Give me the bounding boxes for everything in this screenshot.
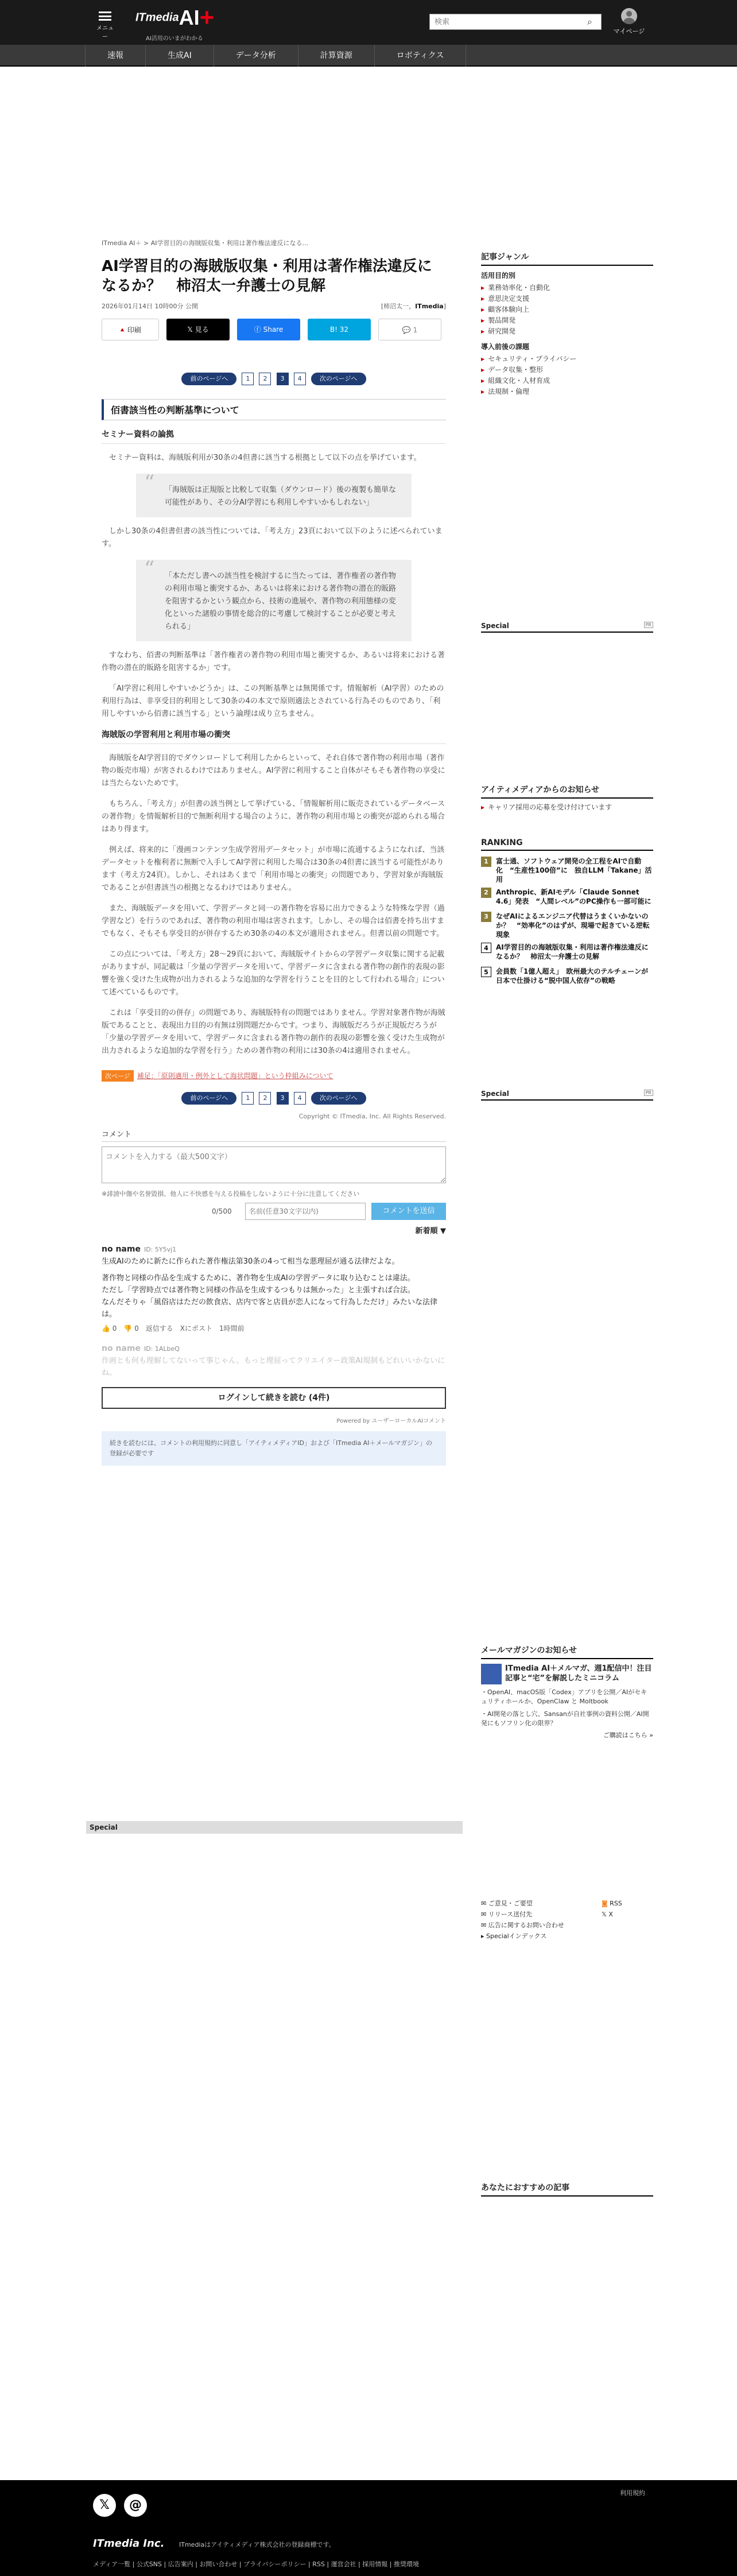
arrow-icon: ▸ <box>481 1932 487 1940</box>
feedback-link[interactable]: ✉ ご意見・ご要望 <box>481 1900 533 1907</box>
paragraph: また、海賊版データを用いて、学習データと同一の著作物を容易に出力できるような特殊な学習（過学習など）を行うのであれば、著作物の利用市場は害されます。しかし、その場合は佰書を持ち出すまでもなく、そもそも享受目的が併存するため30条の4の本文が適用されません。但書以前の問題です。 <box>102 904 445 938</box>
mailmag-item[interactable]: ・AI開発の落とし穴、Sansanが自社事例の資料公開／AI開発にもソフリン化の限界？ <box>481 1710 649 1727</box>
search-icon[interactable]: ⌕ <box>587 16 592 27</box>
genre-link[interactable]: ▶ データ収集・整形 <box>481 365 653 375</box>
comment-item: no name ID: 1ALbeQ 作画とも何も理解してないって事じゃん。もっと理屈ってクリエイター政策AI規制もどれいいかないにね。 <box>102 1344 445 1377</box>
paragraph: 「AI学習に利用しやすいかどうか」は、この判断基準とは無関係です。情報解析（AI学習）のための利用行為は、非享受目的利用として30条の4の本文で原則適法とされている行為そのものであり、「利用しやすいから佰書に該当する」という論理は成り立ちません。 <box>102 684 444 718</box>
next-page-button[interactable]: 次のページへ <box>311 373 366 385</box>
ranking-item[interactable]: 4 AI学習目的の海賊版収集・利用は著作権法違反になるか？ 柿沼太一弁護士の見解 <box>481 943 653 963</box>
next-page-link <box>102 1070 446 1082</box>
paragraph: この点については、「考え方」28〜29頁において、海賊版サイトからの学習データ収集に関する記載がありますが、同記載は「少量の学習データを用いて、学習データに含まれる著作物の創作的表現の影響を強く受けた生成物が出力されるような追加的な学習を行うことを目的として行われる場合」について述べているものです。 <box>102 950 445 997</box>
comment-author: no name <box>102 1344 141 1353</box>
genre-link[interactable]: ▶ 業務効率化・自動化 <box>481 282 653 293</box>
paragraph: すなわち、佰書の判断基準は「著作権者の著作物の利用市場と衝突するか、あるいは将来における著作物の潜在的販路を阻害するか」です。 <box>102 651 445 672</box>
powered-by: Powered by ユーザーローカルAIコメント <box>336 1418 446 1424</box>
menu-button[interactable] <box>96 11 114 40</box>
pdf-icon: ⯅ <box>119 326 127 334</box>
page-link-2[interactable]: 2 <box>259 1092 271 1105</box>
page-title: AI学習目的の海賊版収集・利用は著作権法違反になるか？ 柿沼太一弁護士の見解 <box>102 258 432 295</box>
x-sns-button[interactable] <box>93 2494 116 2517</box>
paragraph: 海賊版をAI学習目的でダウンロードして利用したからといって、それ自体で著作物の利用市場（著作物の販売市場）が害されるわけではありません。AI学習に利用すること自体がそもそも著作物の享受には当たらないためです。 <box>102 754 445 788</box>
genre-link[interactable]: ▶ 研究開発 <box>481 326 653 337</box>
subsection-heading: 海賊版の学習利用と利用市場の衝突 <box>102 729 446 744</box>
paragraph: しかし30条の4但書但書の該当性については、「考え方」23頁において以下のように述べられています。 <box>102 527 443 548</box>
comment-send-button[interactable]: コメントを送信 <box>371 1203 446 1220</box>
byline: [柿沼太一，ITmedia] <box>381 303 446 310</box>
char-count: 0/500 <box>212 1207 232 1215</box>
nav-item-data-analysis[interactable]: データ分析 <box>214 45 298 67</box>
pagination-top <box>102 373 446 386</box>
page-link-3[interactable]: 3 <box>277 1092 289 1105</box>
genre-link[interactable]: ▶ 組織文化・人材育成 <box>481 375 653 386</box>
ad-inquiry-link[interactable]: ✉ 広告に関するお問い合わせ <box>481 1922 564 1929</box>
genre-link[interactable]: ▶ 製品開発 <box>481 315 653 326</box>
release-link[interactable]: ✉ リリース送付先 <box>481 1911 533 1918</box>
mypage-button[interactable]: マイページ <box>612 8 646 36</box>
print-button[interactable]: ⯅ 印刷 <box>102 319 159 340</box>
trademark-note: ITmediaはアイティメディア株式会社の登録商標です。 <box>179 2541 335 2548</box>
mail-icon: ✉ <box>481 1900 488 1907</box>
mailmag-subscribe-link[interactable]: ご購読はこちら » <box>603 1731 653 1739</box>
facebook-share-button[interactable]: ⓕ Share <box>237 319 300 340</box>
paragraph: セミナー資料は、海賊版利用が30条の4但書に該当する根拠として以下の点を挙げています。 <box>109 454 421 462</box>
ranking-item[interactable]: 3 なぜAIによるエンジニア代替はうまくいかないのか？ “効率化”のはずが、現場で起きている逆転現象 <box>481 912 653 939</box>
notice-box: アイティメディアからのお知らせ ▶ キャリア採用の応募を受け付けています <box>481 784 653 813</box>
x-share-button[interactable]: 𝕏 見る <box>166 319 230 340</box>
genre-box: 記事ジャンル 活用目的別 ▶ 業務効率化・自動化 ▶ 意思決定支援 ▶ 顧客体験向上 ▶ 製品開発 ▶ 研究開発 導入前後の課題 ▶ セキュリティ・プライバシー ▶ データ収集・整形 ▶ 組織文化・人材育成 ▶ 法規制・倫理 <box>481 251 653 397</box>
special-bar: Special <box>86 1821 463 1834</box>
page-link-1[interactable]: 1 <box>242 1092 254 1105</box>
subsection-heading: セミナー資料の論拠 <box>102 428 446 444</box>
special-box-2: Special PR <box>481 1090 653 1101</box>
comment-textarea[interactable] <box>102 1146 446 1183</box>
genre-link[interactable]: ▶ 顧客体験向上 <box>481 304 653 315</box>
threads-icon: @ <box>129 2498 142 2512</box>
author-org[interactable]: ITmedia <box>415 303 444 310</box>
avatar <box>621 8 637 24</box>
x-icon: 𝕏 <box>602 1911 609 1918</box>
next-page-title-link[interactable]: 補足：「原則適用・例外として海状問題」という枠組みについて <box>137 1072 333 1080</box>
nav-item-robotics[interactable]: ロボティクス <box>374 45 467 67</box>
page-link-3[interactable]: 3 <box>277 373 289 385</box>
menu-label: メニュー <box>96 25 114 40</box>
terms-link[interactable]: 利用規約 <box>620 2489 645 2497</box>
article-main <box>102 238 446 1466</box>
nav-item-generative-ai[interactable]: 生成AI <box>145 45 214 67</box>
comment-note: ※誹謗中傷や名誉毀損、他人に不快感を与える投稿をしないように十分に注意してください <box>102 1190 360 1198</box>
mail-icon: ✉ <box>481 1922 488 1929</box>
next-page-button[interactable]: 次のページへ <box>311 1092 366 1105</box>
x-link[interactable]: 𝕏 X <box>602 1911 613 1918</box>
special-box-1: Special PR <box>481 622 653 633</box>
recommend-box: あなたにおすすめの記事 <box>481 2182 653 2197</box>
site-header <box>0 0 737 45</box>
blockquote: “ 「本ただし書への該当性を検討するに当たっては、著作権者の著作物の利用市場と衝突するか、あるいは将来における著作物の潜在的販路を阻害するかという観点から、技術の進展や、著作物の利用態様の変化といった諸般の事情を総合的に考慮して検討することが必要と考えられる」 <box>136 560 412 641</box>
share-bar <box>102 319 446 340</box>
comment-item: no name ID: 5Y5vj1 生成AIのために新たに作られた著作権法第30条の4って相当な悪理屈が通る法律だよな。 著作物と同様の作品を生成するために、著作物を生成AIの学習データに取り込むことは違法。 ただし「学習時点では著作物と同様の作品を生成するつもりは無かった」と主張すれば合法。 なんだそりゃ「風俗店はただの飲食店、店内で客と店員が恋人になって行為しただけ」みたいな法律は。 👍 0 👎 0 返信する Xにポスト 1時間前 <box>102 1244 446 1335</box>
logo-tagline: AI活用のいまがわかる <box>146 36 203 42</box>
copyright: Copyright © ITmedia, Inc. All Rights Reserved. <box>298 1113 446 1120</box>
nav-item-sokuho[interactable]: 速報 <box>85 45 145 67</box>
comment-count-button[interactable]: 💬 1 <box>378 319 441 340</box>
mailmag-promo[interactable]: ITmedia AI＋メルマガ、週1配信中！注目記事と“宅”を解説したミニコラム <box>481 1664 653 1684</box>
publish-date: 2026年01月14日 10時00分 公開 <box>102 303 198 310</box>
mail-icon: ✉ <box>481 1911 488 1918</box>
ranking-title: RANKING <box>481 838 653 851</box>
genre-title: 記事ジャンル <box>481 251 653 266</box>
prev-page-button[interactable]: 前のページへ <box>181 1092 236 1105</box>
page-link-1[interactable]: 1 <box>242 373 254 385</box>
footer-link-list[interactable]: メディア一覧 | 公式SNS | 広告案内 | お問い合わせ | プライバシーポリシー | RSS | 運営会社 | 採用情報 | 推奨環境 <box>93 2560 419 2568</box>
global-nav <box>0 45 737 67</box>
search-input[interactable] <box>430 14 579 29</box>
hamburger-icon <box>99 11 111 21</box>
rss-icon: ◙ <box>602 1900 610 1907</box>
comment-notice: 続きを読むには、コメントの利用規約に同意し「アイティメディアID」および「ITmedia AI＋メールマガジン」の登録が必要です <box>102 1431 446 1466</box>
facebook-icon: ⓕ <box>254 326 263 334</box>
comment-id: ID: 1ALbeQ <box>143 1345 180 1353</box>
rss-link[interactable]: ◙ RSS <box>602 1900 622 1907</box>
comment-id: ID: 5Y5vj1 <box>143 1246 177 1253</box>
paragraph: これは「享受目的の併存」の問題であり、海賊版特有の問題ではありません。学習対象著作物が海賊版であることと、表現出力目的の有無は別問題だからです。つまり、海賊版だろうが正規版だろうが「少量の学習データを用いて、学習データに含まれる著作物の創作的表現の影響を強く受けた生成物が出力されるような追加的な学習を行う」ための著作物の利用には30条の4は適用されません。 <box>102 1009 445 1055</box>
section-heading: 佰書該当性の判断基準について <box>102 399 446 420</box>
site-footer <box>0 2480 737 2576</box>
comment-actions[interactable]: 👍 0 👎 0 返信する Xにポスト 1時間前 <box>102 1324 245 1332</box>
mailmag-thumbnail <box>481 1664 502 1684</box>
pagination-bottom <box>102 1092 446 1106</box>
footer-links-box <box>481 1898 653 1938</box>
genre-link[interactable]: ▶ 意思決定支援 <box>481 293 653 304</box>
next-page-tag: 次ページ <box>102 1070 134 1082</box>
comment-submit-row <box>102 1203 446 1220</box>
page-link-4[interactable]: 4 <box>294 1092 306 1105</box>
quote-icon: “ <box>144 557 155 581</box>
comment-icon: 💬 <box>402 326 413 334</box>
page-link-4[interactable]: 4 <box>294 373 306 385</box>
comment-name-input[interactable] <box>245 1203 366 1220</box>
x-icon: 𝕏 <box>99 2498 110 2512</box>
comment-author: no name <box>102 1245 141 1254</box>
paragraph: 例えば、将来的に「漫画コンテンツ生成学習用データセット」が市場に流通するようになれば、当該データセットを権利者に無断で入手してAI学習に利用した場合は30条の4但書に該当する可能性があります（考え方24頁）。しかし、それはあくまで「利用市場との衝突」の問題であり、学習対象が海賊版であることが但書該当の根拠となるわけではありません。 <box>102 846 445 892</box>
article-meta <box>102 301 446 311</box>
genre-link[interactable]: ▶ セキュリティ・プライバシー <box>481 354 653 365</box>
ranking-item[interactable]: 2 Anthropic、新AIモデル「Claude Sonnet 4.6」発表 “人間レベル”のPC操作も一部可能に <box>481 888 653 908</box>
mailmag-item[interactable]: ・OpenAI、macOS版「Codex」アプリを公開／AIがセキュリティホールか、OpenClaw と Moltbook <box>481 1688 647 1705</box>
login-to-read-button[interactable]: ログインして続きを読む (4件) <box>102 1387 446 1409</box>
page-link-2[interactable]: 2 <box>259 373 271 385</box>
site-logo[interactable]: ITmediaAI+ AI活用のいまがわかる <box>135 3 215 42</box>
paragraph: もちろん、「考え方」が但書の該当例として挙げている、「情報解析用に販売されているデータベースの著作物」を情報解析目的で無断利用する場合のように、著作物の利用市場との衝突が認められる場合はあり得ます。 <box>102 800 445 834</box>
threads-sns-button[interactable] <box>124 2494 147 2517</box>
sort-dropdown[interactable]: 新着順 ▼ <box>415 1227 446 1235</box>
mailmag-box: メールマガジンのお知らせ ITmedia AI＋メルマガ、週1配信中！注目記事と“宅”を解説したミニコラム ・OpenAI、macOS版「Codex」アプリを公開／AIがセキュリティホールか、OpenClaw と Moltbook ・AI開発の落とし穴、Sansanが自社事例の資料公開／AI開発にもソフリン化の限界？ ご購読はこちら » <box>481 1644 653 1740</box>
ranking-item[interactable]: 1 富士通、ソフトウェア開発の全工程をAIで自動化 “生産性100倍”に 独自LLM「Takane」活用 <box>481 857 653 884</box>
comment-heading: コメント <box>102 1128 446 1142</box>
breadcrumb[interactable]: ITmedia AI＋ > AI学習目的の海賊版収集・利用は著作権法違反になる... <box>102 239 308 247</box>
ranking-item[interactable]: 5 会員数「1億人超え」 欧州最大のテルチェーンが日本で仕掛ける“脱中国人依存”の戦略 <box>481 967 653 987</box>
ranking-box <box>481 838 653 991</box>
notice-link[interactable]: ▶ キャリア採用の応募を受け付けています <box>481 802 653 813</box>
nav-item-compute[interactable]: 計算資源 <box>298 45 374 67</box>
hatena-bookmark-button[interactable]: B! 32 <box>308 319 371 340</box>
x-icon: 𝕏 <box>187 326 195 334</box>
blockquote: “ 「海賊版は正規版と比較して収集（ダウンロード）後の複製も簡単な可能性があり、その分AI学習にも利用しやすいかもしれない」 <box>136 474 412 517</box>
genre-link[interactable]: ▶ 法規制・倫理 <box>481 386 653 397</box>
footer-logo[interactable]: ITmedia Inc. <box>93 2538 165 2550</box>
search-box <box>429 14 602 30</box>
quote-icon: “ <box>144 471 155 495</box>
special-index-link[interactable]: ▸ Specialインデックス <box>481 1932 547 1940</box>
hatena-icon: B! <box>329 326 340 334</box>
prev-page-button[interactable]: 前のページへ <box>181 373 236 385</box>
